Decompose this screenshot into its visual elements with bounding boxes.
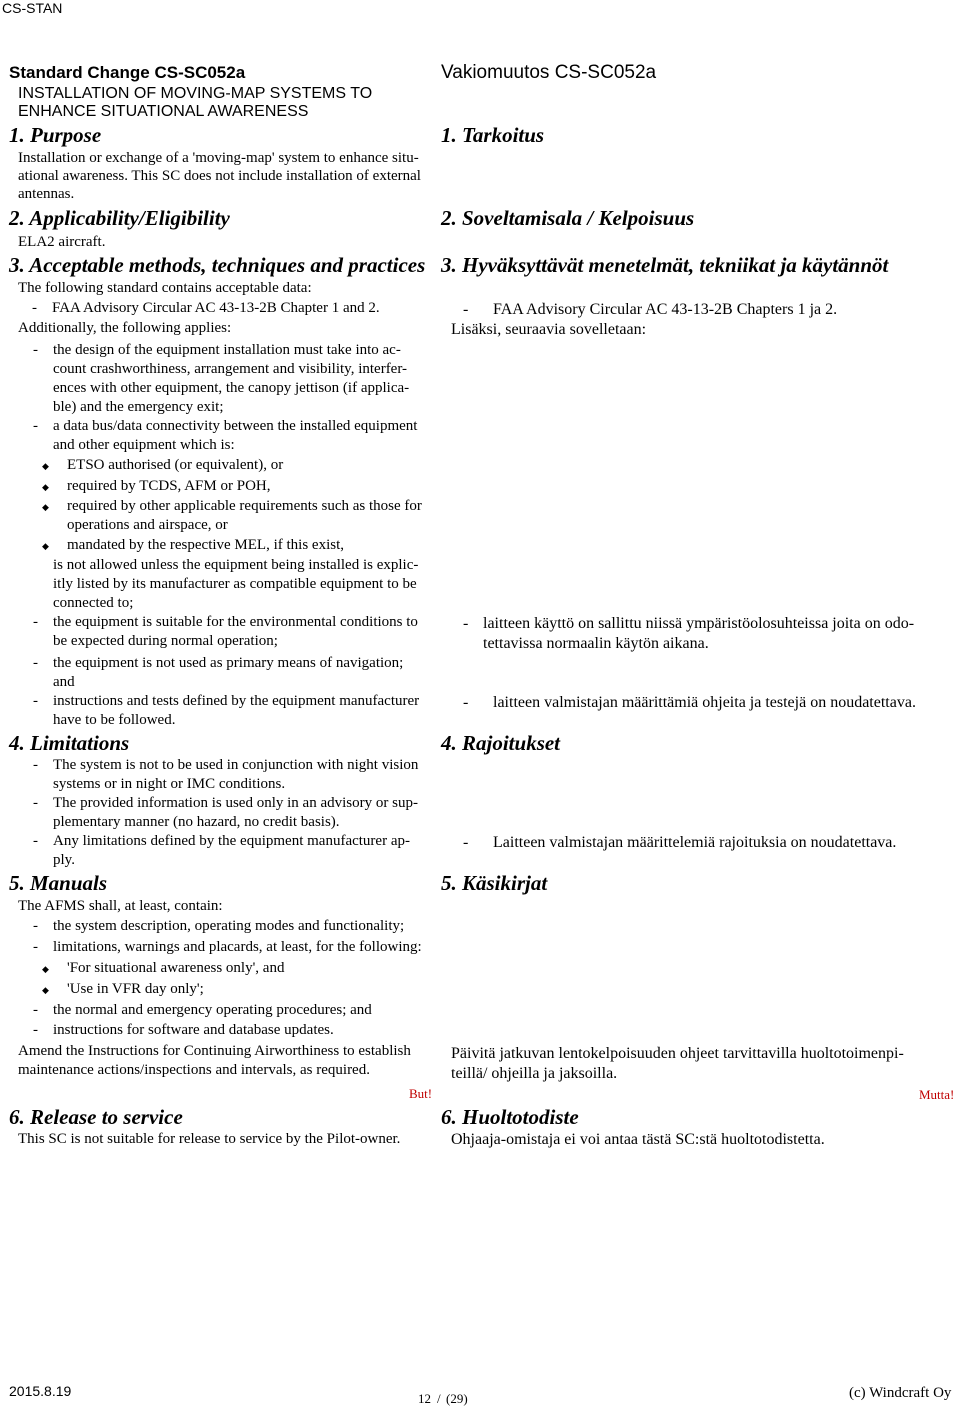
fi-s3-bullet: tettavissa normaalin käytön aikana. bbox=[483, 635, 709, 652]
en-dash: - bbox=[33, 693, 38, 709]
en-dash: - bbox=[33, 795, 38, 811]
fi-s4-bullet: Laitteen valmistajan määrittelemiä rajoituksia on noudatettava. bbox=[493, 834, 897, 851]
en-s3-bullet: have to be followed. bbox=[53, 712, 176, 728]
en-dash: - bbox=[33, 833, 38, 849]
footer-page-total: (29) bbox=[446, 1391, 468, 1406]
en-subtitle-line: INSTALLATION OF MOVING-MAP SYSTEMS TO bbox=[18, 85, 373, 102]
app-title: CS-STAN bbox=[2, 0, 63, 16]
en-dash: - bbox=[33, 1022, 38, 1038]
en-s3-not-allowed: connected to; bbox=[53, 595, 134, 611]
en-dash: - bbox=[33, 418, 38, 434]
en-s3-bullet: ble) and the emergency exit; bbox=[53, 399, 224, 415]
en-s5-bullet: the system description, operating modes and functionality; bbox=[53, 918, 405, 934]
en-s3-sub-bullet: required by other applicable requirements such as those for bbox=[67, 498, 422, 514]
fi-s5-amend: teillä/ ohjeilla ja jaksoilla. bbox=[451, 1065, 618, 1082]
en-s4-bullet: The system is not to be used in conjunction with night vision bbox=[53, 757, 419, 773]
en-dash: - bbox=[33, 918, 38, 934]
fi-dash: - bbox=[463, 301, 469, 318]
fi-s5-amend: Päivitä jatkuvan lentokelpoisuuden ohjeet tarvittavilla huoltotoimenpi- bbox=[451, 1045, 904, 1062]
en-dash: - bbox=[33, 757, 38, 773]
footer-company: (c) Windcraft Oy bbox=[849, 1385, 952, 1401]
en-s1-text: antennas. bbox=[18, 186, 75, 202]
en-s5-amend: maintenance actions/inspections and intervals, as required. bbox=[18, 1062, 370, 1078]
en-s1-text: Installation or exchange of a 'moving-map' system to enhance situ- bbox=[18, 150, 419, 166]
en-s3-sub-bullet: mandated by the respective MEL, if this exist, bbox=[67, 537, 345, 553]
fi-title: Vakiomuutos CS-SC052a bbox=[441, 62, 657, 83]
footer-date: 2015.8.19 bbox=[9, 1383, 72, 1399]
en-s3-bullet: the design of the equipment installation must take into ac- bbox=[53, 342, 401, 358]
en-s5-bullet: instructions for software and database updates. bbox=[53, 1022, 334, 1038]
en-s6-text: This SC is not suitable for release to service by the Pilot-owner. bbox=[18, 1131, 401, 1147]
en-s4-bullet: systems or in night or IMC conditions. bbox=[53, 776, 286, 792]
fi-s2-heading: 2. Soveltamisala / Kelpoisuus bbox=[441, 206, 695, 230]
fi-s5-heading: 5. Käsikirjat bbox=[441, 871, 548, 895]
en-s3-sub-bullet: operations and airspace, or bbox=[67, 517, 228, 533]
diamond-bullet-icon: ◆ bbox=[42, 541, 49, 551]
en-s5-intro: The AFMS shall, at least, contain: bbox=[18, 898, 223, 914]
en-s3-bullet: be expected during normal operation; bbox=[53, 633, 278, 649]
en-s4-bullet: ply. bbox=[53, 852, 75, 868]
en-dash: - bbox=[33, 939, 38, 955]
en-s1-text: ational awareness. This SC does not include installation of external bbox=[18, 168, 421, 184]
en-dash: - bbox=[33, 342, 38, 358]
en-s3-not-allowed: is not allowed unless the equipment being installed is explic- bbox=[53, 557, 419, 573]
fi-s1-heading: 1. Tarkoitus bbox=[441, 123, 545, 147]
en-s3-not-allowed: itly listed by its manufacturer as compatible equipment to be bbox=[53, 576, 417, 592]
en-dash: - bbox=[33, 655, 38, 671]
footer-page-number: 12 bbox=[418, 1391, 431, 1406]
en-title: Standard Change CS-SC052a bbox=[9, 63, 246, 82]
fi-s3-bullet: laitteen valmistajan määrittämiä ohjeita ja testejä on noudatettava. bbox=[493, 694, 916, 711]
en-s5-sub-bullet: 'Use in VFR day only'; bbox=[67, 981, 204, 997]
en-dash: - bbox=[32, 300, 37, 316]
fi-s3-bullet: laitteen käyttö on sallittu niissä ympäristöolosuhteissa joita on odo- bbox=[483, 615, 915, 632]
fi-s3-faa: FAA Advisory Circular AC 43-13-2B Chapters 1 ja 2. bbox=[493, 301, 838, 318]
fi-s3-additionally: Lisäksi, seuraavia sovelletaan: bbox=[451, 321, 647, 338]
but-link[interactable]: But! bbox=[409, 1086, 433, 1101]
en-s3-additionally: Additionally, the following applies: bbox=[18, 320, 232, 336]
en-s3-sub-bullet: required by TCDS, AFM or POH, bbox=[67, 478, 271, 494]
en-s3-faa: FAA Advisory Circular AC 43-13-2B Chapter 1 and 2. bbox=[52, 300, 380, 316]
diamond-bullet-icon: ◆ bbox=[42, 482, 49, 492]
en-s3-bullet: a data bus/data connectivity between the installed equipment bbox=[53, 418, 418, 434]
en-s4-bullet: plementary manner (no hazard, no credit basis). bbox=[53, 814, 340, 830]
diamond-bullet-icon: ◆ bbox=[42, 985, 49, 995]
en-s3-bullet: the equipment is suitable for the environmental conditions to bbox=[53, 614, 418, 630]
en-s3-bullet: and other equipment which is: bbox=[53, 437, 235, 453]
fi-s3-heading: 3. Hyväksyttävät menetelmät, tekniikat ja käytännöt bbox=[441, 253, 889, 277]
en-subtitle-line: ENHANCE SITUATIONAL AWARENESS bbox=[18, 103, 309, 120]
fi-dash: - bbox=[463, 615, 469, 632]
en-s3-bullet: the equipment is not used as primary means of navigation; bbox=[53, 655, 404, 671]
fi-s6-text: Ohjaaja-omistaja ei voi antaa tästä SC:stä huoltotodistetta. bbox=[451, 1131, 825, 1148]
en-dash: - bbox=[33, 1002, 38, 1018]
en-s5-bullet: limitations, warnings and placards, at least, for the following: bbox=[53, 939, 422, 955]
en-dash: - bbox=[33, 614, 38, 630]
en-s3-intro: The following standard contains acceptable data: bbox=[18, 280, 312, 296]
diamond-bullet-icon: ◆ bbox=[42, 964, 49, 974]
en-s3-heading: 3. Acceptable methods, techniques and practices bbox=[9, 253, 426, 277]
en-s3-bullet: and bbox=[53, 674, 75, 690]
diamond-bullet-icon: ◆ bbox=[42, 461, 49, 471]
en-s4-bullet: The provided information is used only in an advisory or sup- bbox=[53, 795, 418, 811]
en-s3-bullet: instructions and tests defined by the equipment manufacturer bbox=[53, 693, 420, 709]
en-s5-sub-bullet: 'For situational awareness only', and bbox=[67, 960, 285, 976]
fi-dash: - bbox=[463, 694, 469, 711]
footer-page-separator: / bbox=[437, 1391, 441, 1406]
fi-s6-heading: 6. Huoltotodiste bbox=[441, 1105, 579, 1129]
en-s3-bullet: ences with other equipment, the canopy jettison (if applica- bbox=[53, 380, 410, 396]
en-s3-bullet: count crashworthiness, arrangement and visibility, interfer- bbox=[53, 361, 408, 377]
en-s6-heading: 6. Release to service bbox=[9, 1105, 183, 1129]
en-s4-heading: 4. Limitations bbox=[9, 731, 130, 755]
en-s2-text: ELA2 aircraft. bbox=[18, 234, 106, 250]
fi-s4-heading: 4. Rajoitukset bbox=[441, 731, 561, 755]
en-s5-bullet: the normal and emergency operating procedures; and bbox=[53, 1002, 372, 1018]
fi-dash: - bbox=[463, 834, 469, 851]
en-s5-heading: 5. Manuals bbox=[9, 871, 108, 895]
en-s1-heading: 1. Purpose bbox=[9, 123, 102, 147]
en-s2-heading: 2. Applicability/Eligibility bbox=[9, 206, 230, 230]
mutta-link[interactable]: Mutta! bbox=[919, 1087, 955, 1102]
diamond-bullet-icon: ◆ bbox=[42, 502, 49, 512]
en-s4-bullet: Any limitations defined by the equipment manufacturer ap- bbox=[53, 833, 410, 849]
en-s5-amend: Amend the Instructions for Continuing Airworthiness to establish bbox=[18, 1043, 411, 1059]
en-s3-sub-bullet: ETSO authorised (or equivalent), or bbox=[67, 457, 284, 473]
